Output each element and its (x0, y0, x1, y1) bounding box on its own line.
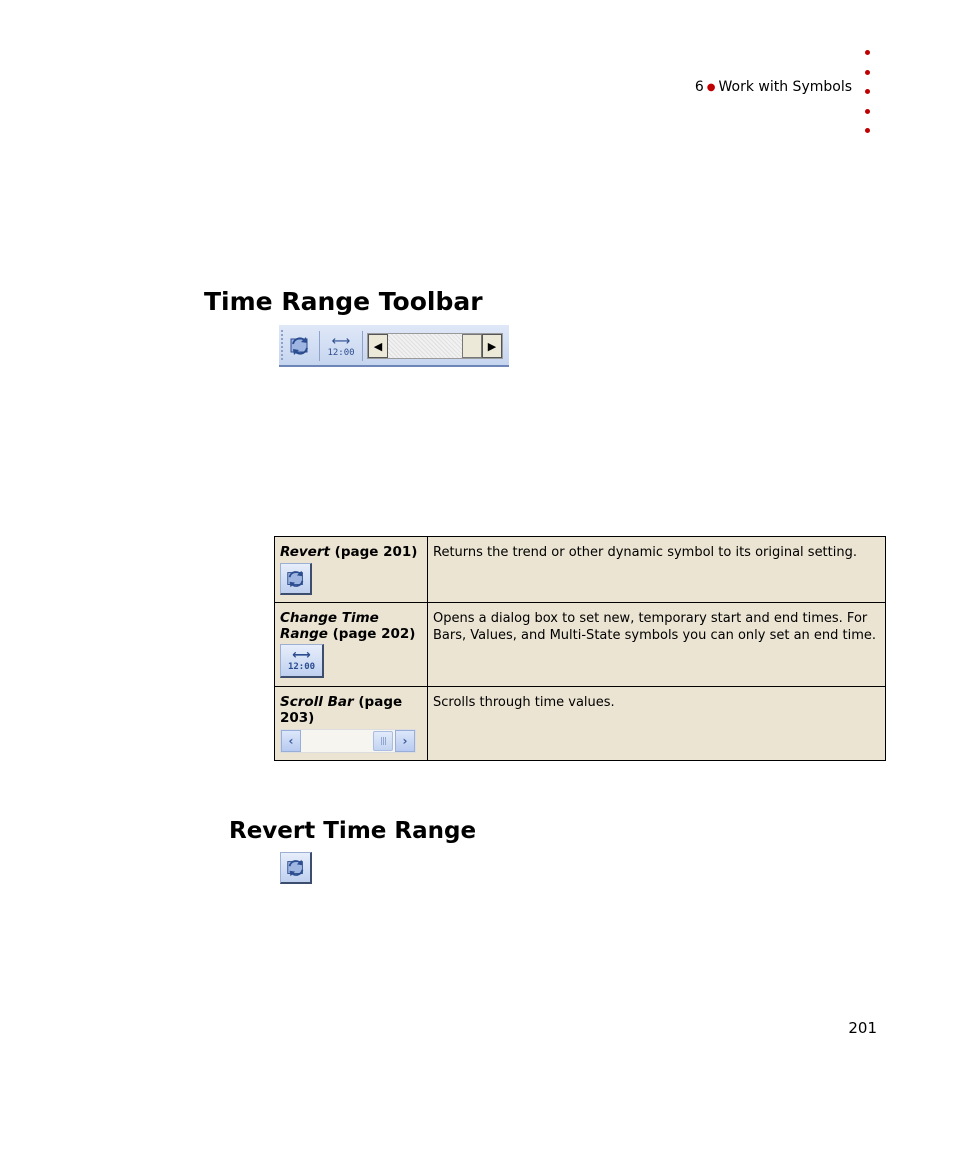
double-arrow-icon: ⟷ (331, 333, 351, 349)
change-time-range-icon (288, 649, 315, 672)
subsection-title: Revert Time Range (229, 818, 477, 844)
revert-icon (284, 568, 308, 590)
toolbar-commands-table (274, 536, 886, 761)
change-time-range-button[interactable] (324, 330, 358, 362)
scroll-right-button[interactable] (395, 730, 415, 752)
dot-icon (865, 70, 870, 75)
bullet-icon: ● (706, 82, 716, 93)
revert-button[interactable] (280, 852, 312, 884)
scroll-left-button[interactable] (281, 730, 301, 752)
command-name: Change Time Range (280, 610, 379, 642)
description-cell: Returns the trend or other dynamic symbol to its original setting. (428, 537, 886, 603)
change-time-range-button[interactable] (280, 644, 324, 678)
arrow-right-icon: ▶ (487, 339, 497, 353)
page-ref: (page 203) (280, 694, 403, 726)
scroll-thumb[interactable] (373, 731, 393, 751)
description-cell: Opens a dialog box to set new, temporary start and end times. For Bars, Values, and Multi-State symbols you can only set an end time. (428, 603, 886, 687)
revert-button[interactable] (283, 330, 317, 362)
time-label: 12:00 (287, 662, 316, 672)
command-cell (275, 603, 428, 687)
double-arrow-icon: ⟷ (292, 648, 311, 663)
dot-icon (865, 89, 870, 94)
revert-icon (284, 857, 308, 879)
revert-button[interactable] (280, 563, 312, 595)
decorative-dots (865, 50, 873, 148)
time-label: 12:00 (327, 347, 355, 358)
chapter-title: Work with Symbols (718, 79, 852, 95)
toolbar-scroll-bar[interactable] (367, 333, 503, 359)
running-header (695, 79, 852, 95)
toolbar-separator (319, 331, 320, 361)
change-time-range-icon (327, 335, 354, 358)
table-row (275, 687, 886, 761)
toolbar-separator (362, 331, 363, 361)
page-ref: (page 202) (327, 626, 416, 642)
page-ref: (page 201) (329, 544, 418, 560)
revert-icon (287, 334, 313, 358)
chevron-left-icon: ‹ (288, 734, 294, 748)
dot-icon (865, 50, 870, 55)
scroll-bar[interactable] (280, 729, 416, 753)
scroll-thumb[interactable] (462, 334, 482, 358)
chevron-right-icon: › (402, 734, 408, 748)
command-name: Scroll Bar (280, 694, 354, 710)
description-cell: Scrolls through time values. (428, 687, 886, 761)
section-title: Time Range Toolbar (204, 287, 483, 316)
dot-icon (865, 109, 870, 114)
table-row (275, 603, 886, 687)
scroll-left-button[interactable] (368, 334, 388, 358)
table-row (275, 537, 886, 603)
command-cell (275, 687, 428, 761)
dot-icon (865, 128, 870, 133)
time-range-toolbar (279, 325, 509, 367)
page-number: 201 (848, 1019, 877, 1037)
scroll-track[interactable] (301, 730, 395, 752)
arrow-left-icon: ◀ (373, 339, 383, 353)
command-name: Revert (280, 544, 330, 560)
scroll-right-button[interactable] (482, 334, 502, 358)
command-cell (275, 537, 428, 603)
chapter-number: 6 (694, 79, 704, 95)
grip-icon: ||| (380, 736, 386, 745)
